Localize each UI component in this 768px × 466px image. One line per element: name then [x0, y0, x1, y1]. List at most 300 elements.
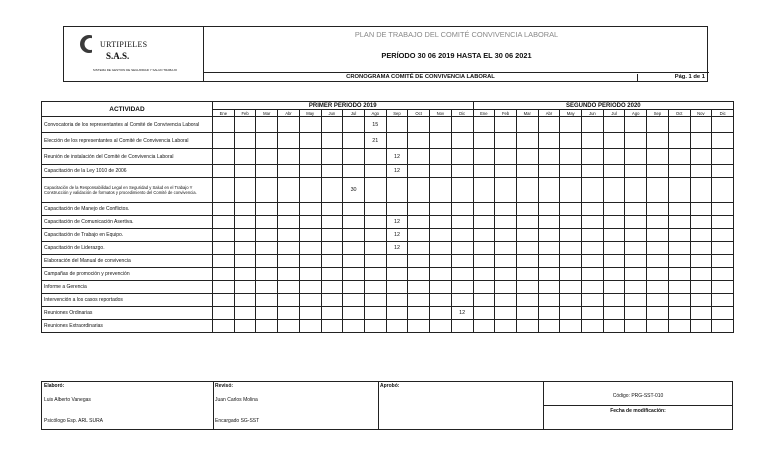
- schedule-cell: [386, 117, 408, 133]
- schedule-cell: [213, 133, 235, 149]
- schedule-cell: [582, 268, 604, 281]
- schedule-cell: [560, 165, 582, 178]
- schedule-cell: [408, 178, 430, 203]
- schedule-cell: [451, 255, 473, 268]
- schedule-cell: [234, 242, 256, 255]
- schedule-cell: [603, 242, 625, 255]
- table-row: [42, 178, 734, 203]
- schedule-cell: [256, 203, 278, 216]
- schedule-cell: [299, 307, 321, 320]
- schedule-cell: [473, 281, 495, 294]
- schedule-cell: 12: [386, 229, 408, 242]
- schedule-cell: [473, 255, 495, 268]
- schedule-cell: [625, 294, 647, 307]
- schedule-cell: [408, 165, 430, 178]
- month-header: Mar: [256, 110, 278, 117]
- schedule-cell: [343, 117, 365, 133]
- schedule-cell: [278, 307, 300, 320]
- schedule-cell: [473, 307, 495, 320]
- schedule-cell: [516, 203, 538, 216]
- schedule-cell: [408, 281, 430, 294]
- table-row: [42, 255, 734, 268]
- schedule-cell: [256, 117, 278, 133]
- schedule-cell: [625, 229, 647, 242]
- schedule-cell: [560, 229, 582, 242]
- schedule-cell: [690, 216, 712, 229]
- schedule-cell: [364, 268, 386, 281]
- schedule-cell: [256, 133, 278, 149]
- schedule-cell: [668, 117, 690, 133]
- month-header: Dic: [451, 110, 473, 117]
- schedule-cell: [603, 294, 625, 307]
- schedule-cell: [690, 255, 712, 268]
- schedule-cell: [256, 149, 278, 165]
- schedule-cell: [582, 294, 604, 307]
- schedule-cell: [538, 268, 560, 281]
- schedule-cell: [625, 242, 647, 255]
- schedule-cell: [582, 229, 604, 242]
- schedule-cell: [213, 294, 235, 307]
- schedule-cell: [647, 117, 669, 133]
- schedule-cell: [647, 178, 669, 203]
- schedule-cell: [343, 133, 365, 149]
- schedule-cell: [582, 255, 604, 268]
- schedule-cell: [712, 216, 734, 229]
- month-header: Sep: [647, 110, 669, 117]
- schedule-cell: [473, 165, 495, 178]
- schedule-cell: [560, 242, 582, 255]
- schedule-cell: [668, 320, 690, 333]
- schedule-cell: [690, 242, 712, 255]
- schedule-cell: [712, 281, 734, 294]
- schedule-cell: [408, 294, 430, 307]
- schedule-cell: [408, 149, 430, 165]
- reviso-role: Encargado SG-SST: [215, 418, 260, 424]
- schedule-cell: [364, 178, 386, 203]
- schedule-cell: [625, 149, 647, 165]
- schedule-cell: 12: [451, 307, 473, 320]
- schedule-cell: [430, 149, 452, 165]
- schedule-cell: [234, 307, 256, 320]
- schedule-cell: [473, 203, 495, 216]
- period2-header: SEGUNDO PERIODO 2020: [473, 102, 734, 110]
- activity-cell: Reunión de instalación del Comité de Convivencia Laboral: [42, 149, 213, 165]
- schedule-cell: [495, 281, 517, 294]
- schedule-cell: [516, 117, 538, 133]
- schedule-cell: [234, 149, 256, 165]
- schedule-cell: [712, 117, 734, 133]
- schedule-cell: [278, 178, 300, 203]
- schedule-cell: [495, 229, 517, 242]
- schedule-cell: [430, 229, 452, 242]
- schedule-cell: [299, 320, 321, 333]
- activity-cell: Reuniones Ordinarias: [42, 307, 213, 320]
- schedule-cell: [278, 229, 300, 242]
- month-header: Oct: [408, 110, 430, 117]
- schedule-cell: [213, 117, 235, 133]
- schedule-cell: [647, 255, 669, 268]
- schedule-cell: [321, 307, 343, 320]
- reviso-name: Juan Carlos Molina: [215, 397, 258, 403]
- schedule-cell: [364, 165, 386, 178]
- schedule-cell: [451, 294, 473, 307]
- schedule-cell: [560, 149, 582, 165]
- schedule-cell: [321, 255, 343, 268]
- schedule-cell: [408, 133, 430, 149]
- month-header: Feb: [234, 110, 256, 117]
- month-header: Nov: [690, 110, 712, 117]
- schedule-cell: [321, 216, 343, 229]
- schedule-cell: [560, 178, 582, 203]
- schedule-cell: [408, 117, 430, 133]
- schedule-cell: [473, 178, 495, 203]
- month-header: Ene: [213, 110, 235, 117]
- schedule-cell: [516, 294, 538, 307]
- schedule-cell: [712, 229, 734, 242]
- period-header-row: [42, 102, 734, 110]
- schedule-cell: [213, 216, 235, 229]
- schedule-cell: [560, 268, 582, 281]
- schedule-cell: [430, 268, 452, 281]
- schedule-cell: [538, 203, 560, 216]
- table-row: [42, 268, 734, 281]
- schedule-cell: [430, 242, 452, 255]
- activity-cell: Reuniones Extraordinarias: [42, 320, 213, 333]
- schedule-cell: [495, 165, 517, 178]
- month-header: Abr: [538, 110, 560, 117]
- schedule-cell: [603, 216, 625, 229]
- schedule-cell: [430, 165, 452, 178]
- schedule-cell: [343, 294, 365, 307]
- schedule-cell: [278, 242, 300, 255]
- elaboro-cell: [42, 382, 214, 429]
- schedule-cell: [668, 281, 690, 294]
- schedule-cell: [582, 165, 604, 178]
- schedule-cell: [538, 294, 560, 307]
- schedule-cell: [213, 242, 235, 255]
- schedule-cell: [256, 320, 278, 333]
- schedule-cell: [473, 229, 495, 242]
- schedule-cell: [516, 133, 538, 149]
- activity-cell: Intervención a los casos reportados: [42, 294, 213, 307]
- schedule-table: [41, 101, 734, 333]
- schedule-cell: [647, 133, 669, 149]
- schedule-cell: [386, 255, 408, 268]
- month-header: Ene: [473, 110, 495, 117]
- schedule-cell: [321, 149, 343, 165]
- schedule-cell: [234, 117, 256, 133]
- schedule-cell: [430, 117, 452, 133]
- schedule-cell: [516, 255, 538, 268]
- schedule-cell: [364, 242, 386, 255]
- reviso-cell: [213, 382, 379, 429]
- schedule-cell: [343, 307, 365, 320]
- schedule-cell: [668, 178, 690, 203]
- schedule-cell: [278, 216, 300, 229]
- schedule-cell: [495, 133, 517, 149]
- schedule-cell: [256, 281, 278, 294]
- schedule-cell: [299, 117, 321, 133]
- schedule-cell: [538, 117, 560, 133]
- month-header: Ago: [625, 110, 647, 117]
- schedule-cell: [582, 216, 604, 229]
- schedule-cell: [690, 178, 712, 203]
- schedule-cell: [408, 229, 430, 242]
- schedule-cell: [495, 203, 517, 216]
- activity-cell: Capacitación de la Responsabilidad Legal en Seguridad y Salud en el Trabajo Y Construcción y validación de formatos y procedimiento del Comité de convivencia.: [42, 178, 213, 203]
- schedule-cell: [625, 216, 647, 229]
- schedule-cell: [343, 229, 365, 242]
- schedule-cell: [343, 216, 365, 229]
- schedule-cell: [712, 149, 734, 165]
- schedule-cell: [647, 281, 669, 294]
- schedule-cell: [690, 229, 712, 242]
- month-header: Oct: [668, 110, 690, 117]
- schedule-cell: [473, 117, 495, 133]
- schedule-cell: [495, 216, 517, 229]
- schedule-cell: 12: [386, 165, 408, 178]
- month-header: Nov: [430, 110, 452, 117]
- company-logo: [64, 27, 204, 81]
- schedule-cell: [386, 268, 408, 281]
- schedule-cell: [430, 320, 452, 333]
- schedule-cell: [256, 255, 278, 268]
- schedule-cell: [690, 281, 712, 294]
- schedule-cell: [451, 268, 473, 281]
- aprobo-label: Aprobó:: [380, 383, 400, 389]
- table-row: [42, 133, 734, 149]
- schedule-cell: 12: [386, 242, 408, 255]
- schedule-cell: [647, 307, 669, 320]
- schedule-cell: 15: [364, 117, 386, 133]
- schedule-cell: [256, 268, 278, 281]
- schedule-cell: [321, 203, 343, 216]
- schedule-cell: [343, 268, 365, 281]
- table-row: [42, 203, 734, 216]
- schedule-cell: [647, 216, 669, 229]
- schedule-cell: [321, 178, 343, 203]
- table-row: [42, 216, 734, 229]
- schedule-cell: [516, 281, 538, 294]
- schedule-cell: [234, 165, 256, 178]
- activity-cell: Capacitación de la Ley 1010 de 2006: [42, 165, 213, 178]
- month-header: Jul: [343, 110, 365, 117]
- schedule-cell: [278, 203, 300, 216]
- activity-header: ACTIVIDAD: [42, 102, 213, 117]
- schedule-cell: [299, 149, 321, 165]
- schedule-cell: [321, 165, 343, 178]
- schedule-cell: 12: [386, 216, 408, 229]
- schedule-cell: [625, 133, 647, 149]
- schedule-cell: [234, 133, 256, 149]
- schedule-cell: [625, 281, 647, 294]
- schedule-cell: [321, 320, 343, 333]
- schedule-cell: [278, 268, 300, 281]
- schedule-cell: [386, 294, 408, 307]
- schedule-cell: [386, 178, 408, 203]
- schedule-cell: [256, 165, 278, 178]
- logo-sas: S.A.S.: [106, 51, 130, 61]
- schedule-cell: [364, 229, 386, 242]
- schedule-cell: [625, 165, 647, 178]
- schedule-cell: [603, 178, 625, 203]
- schedule-cell: [364, 149, 386, 165]
- document-period: PERÍODO 30 06 2019 HASTA EL 30 06 2021: [381, 51, 532, 60]
- schedule-cell: [256, 178, 278, 203]
- modification-date-label: Fecha de modificación:: [610, 408, 666, 414]
- schedule-cell: [582, 117, 604, 133]
- schedule-cell: [278, 294, 300, 307]
- schedule-cell: [234, 268, 256, 281]
- schedule-cell: [321, 229, 343, 242]
- schedule-cell: [603, 320, 625, 333]
- schedule-cell: [473, 149, 495, 165]
- schedule-cell: [668, 149, 690, 165]
- month-header: Ago: [364, 110, 386, 117]
- schedule-cell: [668, 133, 690, 149]
- schedule-cell: [321, 294, 343, 307]
- schedule-cell: [647, 149, 669, 165]
- schedule-cell: [647, 320, 669, 333]
- schedule-cell: [234, 178, 256, 203]
- schedule-cell: [582, 149, 604, 165]
- schedule-cell: [364, 203, 386, 216]
- activity-cell: Capacitación de Comunicación Asertiva.: [42, 216, 213, 229]
- schedule-cell: [278, 165, 300, 178]
- schedule-cell: [538, 320, 560, 333]
- table-row: [42, 149, 734, 165]
- schedule-cell: [495, 268, 517, 281]
- schedule-cell: [451, 216, 473, 229]
- schedule-cell: [712, 307, 734, 320]
- schedule-cell: [495, 149, 517, 165]
- schedule-cell: [690, 149, 712, 165]
- schedule-cell: [538, 255, 560, 268]
- schedule-cell: [560, 281, 582, 294]
- schedule-cell: [473, 242, 495, 255]
- schedule-cell: [213, 268, 235, 281]
- schedule-cell: [516, 320, 538, 333]
- schedule-cell: [582, 281, 604, 294]
- schedule-cell: [430, 307, 452, 320]
- schedule-cell: [234, 281, 256, 294]
- schedule-cell: [603, 133, 625, 149]
- schedule-cell: [668, 307, 690, 320]
- schedule-cell: [690, 165, 712, 178]
- schedule-cell: [256, 229, 278, 242]
- schedule-cell: [560, 294, 582, 307]
- schedule-cell: [625, 117, 647, 133]
- schedule-cell: [343, 149, 365, 165]
- schedule-cell: [690, 133, 712, 149]
- schedule-cell: [516, 307, 538, 320]
- schedule-cell: [451, 320, 473, 333]
- schedule-cell: [408, 203, 430, 216]
- schedule-cell: [495, 320, 517, 333]
- schedule-cell: [364, 255, 386, 268]
- schedule-cell: [213, 165, 235, 178]
- schedule-cell: [625, 307, 647, 320]
- schedule-cell: [430, 294, 452, 307]
- schedule-cell: [386, 133, 408, 149]
- schedule-cell: [582, 242, 604, 255]
- schedule-cell: [712, 294, 734, 307]
- schedule-cell: [603, 255, 625, 268]
- schedule-cell: [603, 307, 625, 320]
- schedule-cell: [299, 203, 321, 216]
- schedule-cell: [321, 117, 343, 133]
- schedule-cell: [560, 320, 582, 333]
- schedule-cell: [690, 117, 712, 133]
- schedule-cell: [690, 203, 712, 216]
- schedule-cell: [712, 165, 734, 178]
- schedule-cell: [430, 203, 452, 216]
- schedule-cell: [712, 203, 734, 216]
- schedule-cell: [299, 165, 321, 178]
- schedule-cell: [343, 320, 365, 333]
- schedule-cell: [343, 242, 365, 255]
- schedule-cell: [625, 178, 647, 203]
- month-header: May: [560, 110, 582, 117]
- document-code: Código: PRG-SST-010: [544, 387, 732, 406]
- schedule-cell: [516, 178, 538, 203]
- schedule-cell: [451, 242, 473, 255]
- month-header: Sep: [386, 110, 408, 117]
- schedule-cell: [364, 294, 386, 307]
- activity-cell: Convocatoria de los representantes al Comité de Convivencia Laboral: [42, 117, 213, 133]
- schedule-cell: [430, 133, 452, 149]
- month-header: May: [299, 110, 321, 117]
- table-row: [42, 320, 734, 333]
- schedule-cell: [451, 178, 473, 203]
- schedule-cell: [299, 294, 321, 307]
- schedule-cell: [495, 307, 517, 320]
- schedule-cell: [712, 133, 734, 149]
- schedule-cell: [278, 255, 300, 268]
- schedule-cell: [647, 229, 669, 242]
- schedule-cell: [364, 216, 386, 229]
- schedule-cell: [234, 255, 256, 268]
- schedule-cell: 21: [364, 133, 386, 149]
- schedule-cell: [473, 320, 495, 333]
- elaboro-name: Luis Alberto Vanegas: [44, 397, 91, 403]
- schedule-cell: [213, 281, 235, 294]
- schedule-cell: [430, 216, 452, 229]
- schedule-cell: [625, 203, 647, 216]
- schedule-cell: [516, 242, 538, 255]
- schedule-cell: [647, 268, 669, 281]
- table-row: [42, 117, 734, 133]
- schedule-cell: [582, 203, 604, 216]
- month-header: Mar: [516, 110, 538, 117]
- schedule-cell: [516, 165, 538, 178]
- schedule-cell: [321, 268, 343, 281]
- schedule-cell: [343, 165, 365, 178]
- schedule-cell: [386, 281, 408, 294]
- reviso-label: Revisó:: [215, 383, 234, 389]
- schedule-cell: [603, 229, 625, 242]
- approval-footer: [41, 381, 733, 430]
- document-title: PLAN DE TRABAJO DEL COMITÉ CONVIVENCIA LABORAL: [354, 30, 559, 39]
- schedule-cell: [712, 178, 734, 203]
- schedule-cell: [538, 281, 560, 294]
- schedule-cell: [451, 133, 473, 149]
- schedule-cell: [582, 307, 604, 320]
- month-header: Dic: [712, 110, 734, 117]
- schedule-cell: [299, 242, 321, 255]
- schedule-cell: [690, 268, 712, 281]
- schedule-cell: [364, 320, 386, 333]
